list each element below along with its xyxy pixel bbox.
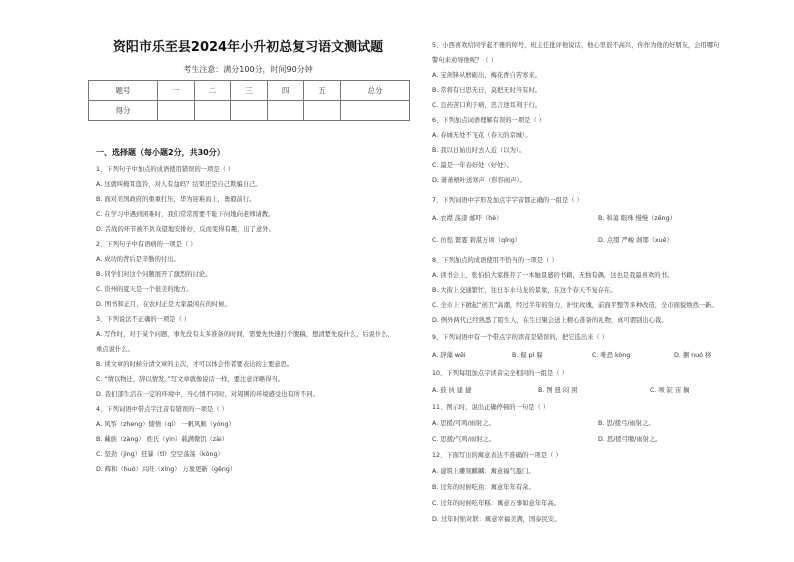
option-line: C. 良药苦口利于病，忠言逆耳利于行。 (432, 102, 542, 109)
question-line: 7、下列词语中字形及加点字字音都正确的一组是（ ） (432, 197, 583, 204)
option-line: A. 辞藻 wěi (432, 352, 466, 359)
option-line: C. “情以物迁，辞以情发。”写文章就像说话一样，要注意详略得当。 (96, 376, 285, 383)
exam-notice: 考生注意：满分100分，时间90分钟 (183, 65, 313, 74)
score-cell[interactable] (267, 101, 304, 121)
question-line: 12、下面写出的寓意表达不准确的一项是（ ） (432, 452, 562, 459)
option-line: A. 这就叫掩耳盗铃，对人有益吗？结果还是自己欺骗自己。 (96, 181, 262, 188)
score-table-header-row (89, 81, 410, 101)
option-line: D. 捆 nuó 移 (674, 352, 712, 359)
option-line: D. 过年时贴对联：寓意幸福美满，国泰民安。 (432, 516, 561, 523)
option-line: C. 呗 缸 宙 搁 (650, 387, 690, 394)
score-header-cell: 总分 (340, 81, 409, 101)
option-line: C. 坚劲（jìng）狂暴（tǐ）空空荡荡（kōng） (96, 451, 224, 458)
option-line: C. 资州的夏天是一个很美的地方。 (96, 286, 193, 293)
option-line: B. 面对美国政府的重重打压，华为迎难而上，勇毅前行。 (96, 196, 256, 203)
option-line-continued: 重点说什么。 (96, 346, 134, 353)
option-line: A. 写作时，对于某个问题，事先没有太多准备的时间，需要先快速打个腹稿，想清楚先说什么，后说什么， (96, 331, 394, 338)
option-line: A. 春城无处不飞花（春天的京城）。 (432, 132, 532, 139)
option-line: A. 风筝（zheng）懦惰（qí） 一帆风顺（yóng） (96, 421, 235, 428)
question-line: 9、下列词语中有一个带点字的读音是错误的，把它选出来（ ） (432, 334, 609, 341)
score-cell[interactable] (194, 101, 231, 121)
score-header-cell: 二 (194, 81, 231, 101)
question-line: 1、下列句子中加点的成语使用错误的一项是（ ） (96, 166, 235, 173)
option-line: A. 读书会上，张伯伯大家推荐了一本触景感的书籍，无独有偶，这也是我最喜欢的书。 (432, 272, 674, 279)
score-table-score-row (89, 101, 410, 121)
option-line: A. 衣襟 荡漾 邮吓（hè） (432, 215, 503, 222)
option-line: B. 同学们对这个问题展开了激烈的讨论。 (96, 271, 212, 278)
option-line: B. 大街上交通繁忙，往日车水马龙的景象，在这个春天不复存在。 (432, 287, 617, 294)
score-cell[interactable] (340, 101, 409, 121)
option-line: D. 点缀 严峻 刹那（xuē） (598, 237, 673, 244)
question-line: 5、小西喜欢给同学起不雅的绰号，班主任批评他说话，他心里很不高兴，你作为他的好朋友，会用哪句 (432, 42, 720, 49)
question-line: 10、下列每组加点字读音完全相同的一组是（ ） (432, 370, 568, 377)
option-line: D. 例外两代已经熟悉了陌生人，在生日聚会送上精心准备的礼物，真可谓别出心裁。 (432, 317, 668, 324)
option-line: B. 过年的时候吃鱼：寓意年年有余。 (432, 484, 535, 491)
option-line: B. 倔 pì 躲 (512, 352, 543, 359)
score-cell[interactable] (231, 101, 268, 121)
section-title: 一、选择题（每小题2分，共30分） (96, 148, 225, 157)
option-line: D. 思/援弓缴/雨射之。 (598, 436, 662, 443)
score-cell[interactable] (304, 101, 341, 121)
option-line: D. 我们部生活在一定的环境中，当心情不同时，对周围的环境感受也有所不同。 (96, 391, 319, 398)
score-header-cell: 四 (267, 81, 304, 101)
option-line: C. 过年的时候吃年糕：寓意万事如意年年高。 (432, 500, 561, 507)
option-line: D. 舌战的环节被不负众望地安排好，反而变得有趣，出了意外。 (96, 226, 275, 233)
option-line: C. 全市上下掀起“创卫”高潮，经过半年的努力，护住玫瑰，前面平整等多种改造，全市面貌焕然一新。 (432, 302, 718, 309)
option-line: B. 和蔼 眼珠 慢慢（zēng） (598, 215, 676, 222)
score-header-cell: 五 (304, 81, 341, 101)
question-line: 11、图示时，说出正确停顿的一句是（ ） (432, 404, 550, 411)
option-line: B. 图 扭 闷 困 (538, 387, 578, 394)
option-line: A. 成功的背后是辛勤的付出。 (96, 256, 180, 263)
question-line: 2、下列句子中有语病的一项是（ ） (96, 241, 197, 248)
option-line: A. 建筑上雕刻麒麟：寓意福气盈门。 (432, 468, 535, 475)
option-line: D. 辉和（huò）兴旺（xīng） 万象更新（gēng） (96, 466, 237, 473)
option-line: A. 思援/可鸣/雨射之。 (432, 420, 495, 427)
question-line: 8、下列加点的成语使用不恰当的一项是（ ） (432, 257, 558, 264)
option-line: C. 最是一年春好处（好处）。 (432, 162, 513, 169)
option-line: A. 鼓 执 建 捷 (432, 387, 472, 394)
option-line: B. 思/援弓/雨射之。 (598, 420, 655, 427)
option-line: D. 图书和正月，在农村正是大家最闲在的时候。 (96, 301, 231, 308)
option-line: B. 藏族（zàng） 姓氏（yìn）载满微饥（zài） (96, 436, 229, 443)
score-header-cell: 题号 (89, 81, 158, 101)
question-line: 4、下列词语中带点字注音有错误的一项是（ ） (96, 406, 228, 413)
option-line: C. 思援/气鸣/雨射之。 (432, 436, 496, 443)
score-header-cell: 三 (231, 81, 268, 101)
question-line: 6、下列加点词语理解有误的一项是（ ） (432, 117, 546, 124)
question-line-continued: 警句来劝导他呢？（ ） (432, 57, 497, 64)
option-line: C. 彷徨 繁霎 碧湛万顷（qǐng） (432, 237, 522, 244)
option-line: A. 宝剑锋从磨砺出，梅花香自苦寒来。 (432, 72, 541, 79)
question-line: 3、下列说法不正确的一项是（ ） (96, 316, 191, 323)
option-line: B. 常将有日思无日，莫把无时当有时。 (432, 87, 542, 94)
score-row-label: 得分 (89, 101, 158, 121)
option-line: C. 唯恐 kòng (592, 352, 631, 359)
option-line: B. 读文章的时候分清文章的主次，才可以体会作者要表达的主要意思。 (96, 361, 294, 368)
exam-title: 资阳市乐至县2024年小升初总复习语文测试题 (112, 40, 384, 55)
score-table (88, 80, 410, 121)
option-line: D. 萧萧梧叶送寒声（形容雨声）。 (432, 177, 526, 184)
option-line: B. 我以日始出时去人近（以为）。 (432, 147, 526, 154)
score-header-cell: 一 (157, 81, 194, 101)
option-line: C. 在学习中遇到困难时，我们常常需要不耻下问地向老师请教。 (96, 211, 275, 218)
score-cell[interactable] (157, 101, 194, 121)
